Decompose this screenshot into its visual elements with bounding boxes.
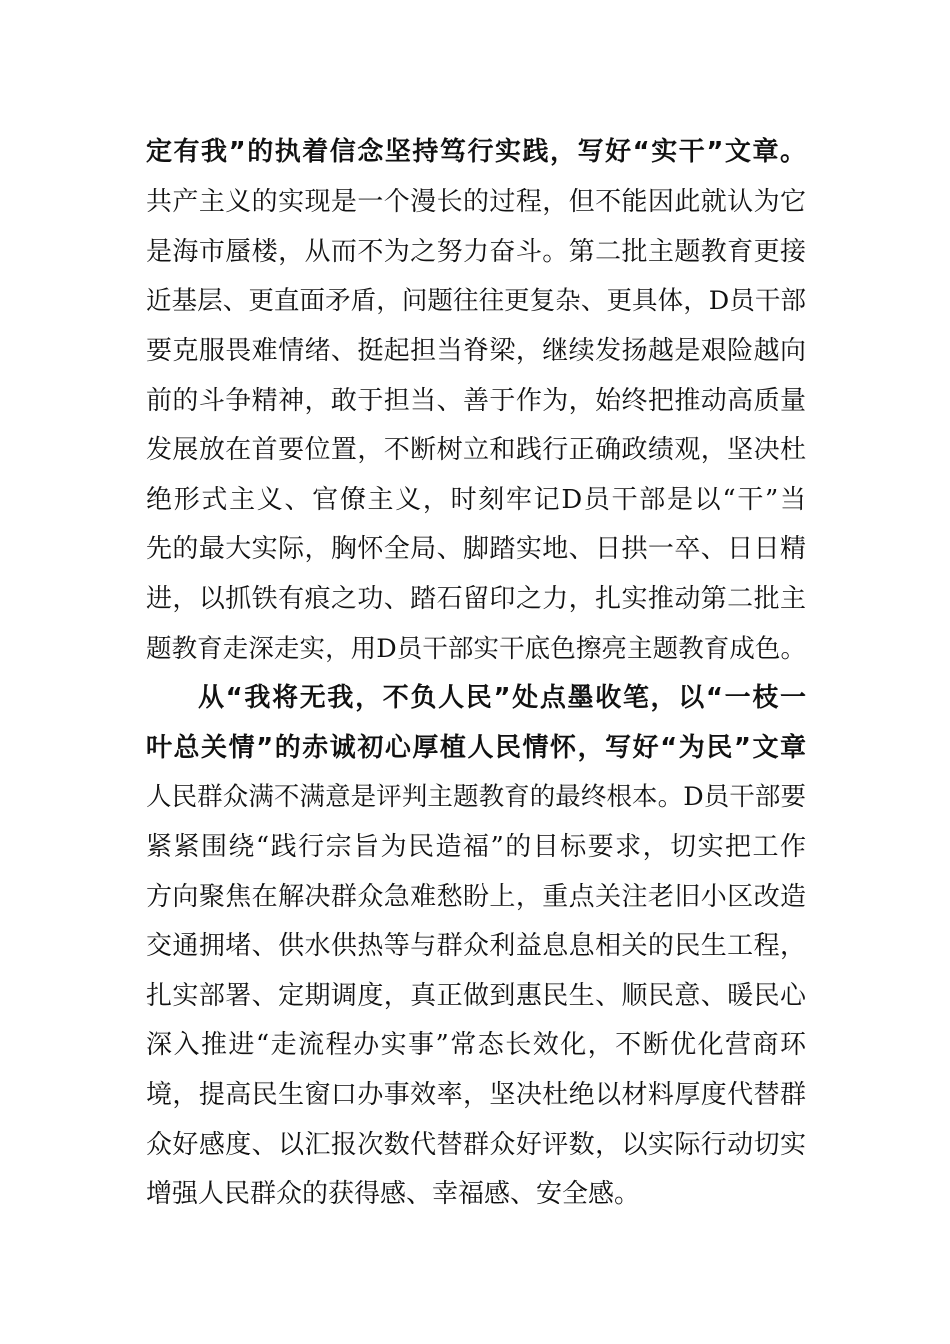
text-line: 境，提高民生窗口办事效率，坚决杜绝以材料厚度代替群 [146,1080,806,1110]
text-line: 先的最大实际，胸怀全局、脚踏实地、日拱一卒、日日精 [146,534,806,564]
text-line: 近基层、更直面矛盾，问题往往更复杂、更具体，D员干部 [146,286,806,316]
text-line: 共产主义的实现是一个漫长的过程，但不能因此就认为它 [146,187,806,217]
text-line: 众好感度、以汇报次数代替群众好评数，以实际行动切实 [146,1130,806,1160]
text-line: 绝形式主义、官僚主义，时刻牢记D员干部是以“干”当 [146,485,806,515]
text-line: 前的斗争精神，敢于担当、善于作为，始终把推动高质量 [146,386,806,416]
text-line: 进，以抓铁有痕之功、踏石留印之力，扎实推动第二批主 [146,584,806,614]
text-line: 交通拥堵、供水供热等与群众利益息息相关的民生工程， [146,931,806,961]
paragraph-heading-line: 从“我将无我，不负人民”处点墨收笔，以“一枝一 [198,683,806,713]
text-line: 要克服畏难情绪、挺起担当脊梁，继续发扬越是艰险越向 [146,336,806,366]
text-line: 方向聚焦在解决群众急难愁盼上，重点关注老旧小区改造 [146,882,806,912]
text-line: 人民群众满不满意是评判主题教育的最终根本。D员干部要 [146,782,806,812]
text-line: 深入推进“走流程办实事”常态长效化，不断优化营商环 [146,1030,806,1060]
text-line: 增强人民群众的获得感、幸福感、安全感。 [146,1179,641,1209]
text-line: 紧紧围绕“践行宗旨为民造福”的目标要求，切实把工作 [146,832,806,862]
paragraph-heading-line: 叶总关情”的赤诚初心厚植人民情怀，写好“为民”文章 [146,733,806,763]
text-line: 题教育走深走实，用D员干部实干底色擦亮主题教育成色。 [146,634,806,664]
text-line: 是海市蜃楼，从而不为之努力奋斗。第二批主题教育更接 [146,237,806,267]
text-line: 发展放在首要位置，不断树立和践行正确政绩观，坚决杜 [146,435,806,465]
text-line: 扎实部署、定期调度，真正做到惠民生、顺民意、暖民心 [146,981,806,1011]
text-line: 定有我”的执着信念坚持笃行实践，写好“实干”文章。 [146,137,806,167]
